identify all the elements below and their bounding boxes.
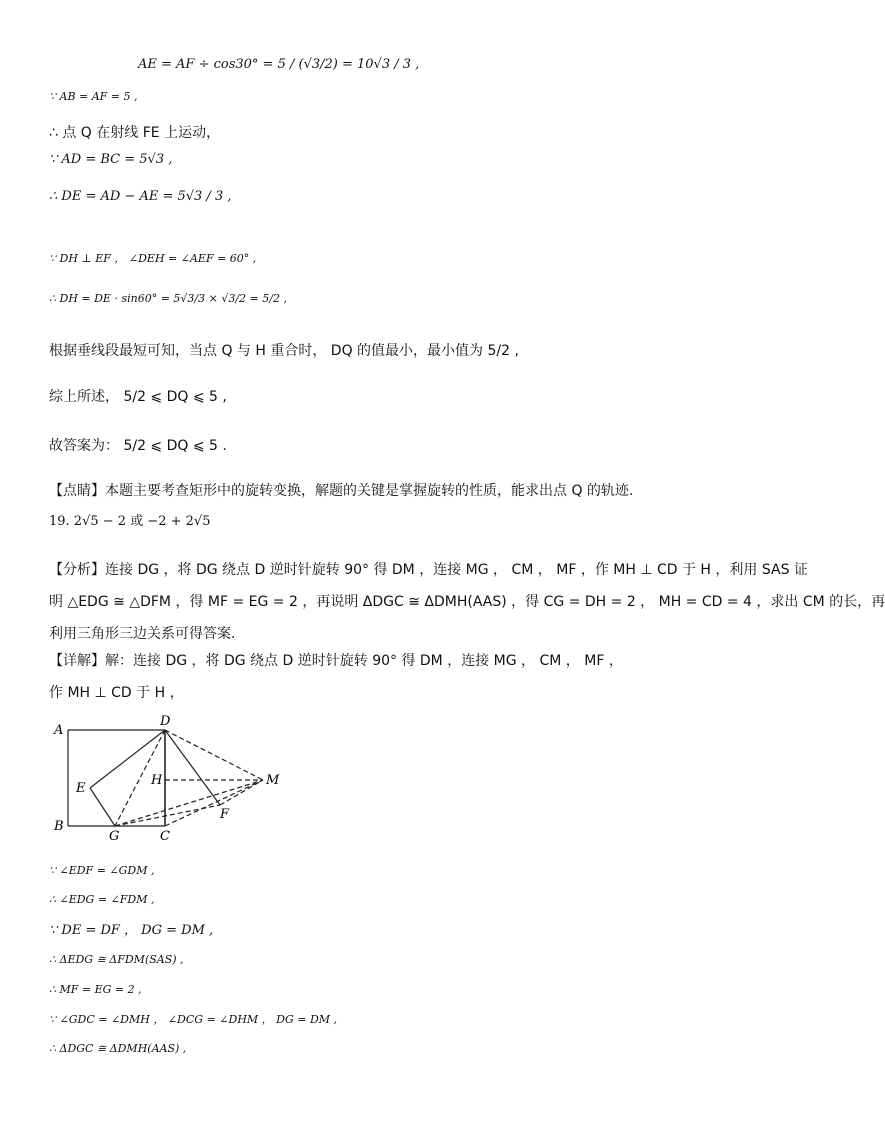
- text-line: ∴ DH = DE · sin60° = 5√3/3 × √3/2 = 5/2 ,: [49, 292, 287, 305]
- line-dianjing: [49, 482, 633, 500]
- text-line: 根据垂线段最短可知，当点 Q 与 H 重合时， DQ 的值最小，最小值为 5/2 ,: [49, 343, 519, 359]
- text-line: 【详解】解：连接 DG ，将 DG 绕点 D 逆时针旋转 90° 得 DM ，连接 MG ， CM ， MF ，: [49, 653, 623, 669]
- line-analysis-1: [49, 561, 808, 579]
- label-h: H: [151, 773, 163, 788]
- segment-dm: [165, 730, 263, 780]
- segment-eg: [90, 788, 115, 826]
- line-q19: [49, 513, 210, 531]
- line-ab-af: [49, 88, 138, 106]
- line-ad-bc: [49, 151, 172, 169]
- line-congruent-sas: [49, 951, 184, 969]
- text-line: AE = AF ÷ cos30° = 5 / (√3/2) = 10√3 / 3 ,: [138, 57, 420, 72]
- text-line: ∵ DE = DF ， DG = DM ,: [49, 923, 214, 938]
- text-line: 故答案为： 5/2 ⩽ DQ ⩽ 5 .: [49, 438, 227, 454]
- line-analysis-2: [49, 593, 885, 611]
- segment-gf: [115, 805, 220, 826]
- text-line: ∵ DH ⊥ EF ， ∠DEH = ∠AEF = 60° ,: [49, 252, 257, 265]
- line-de: [49, 188, 231, 206]
- line-mf-eg: [49, 981, 142, 999]
- label-m: M: [266, 773, 280, 788]
- text-line: ∵ ∠EDF = ∠GDM ,: [49, 864, 155, 877]
- text-line: ∴ DE = AD − AE = 5√3 / 3 ,: [49, 189, 232, 204]
- label-f: F: [220, 807, 230, 822]
- segment-cm: [165, 780, 263, 826]
- line-answer: [49, 437, 227, 455]
- label-a: A: [54, 723, 64, 738]
- formula-ae: [138, 56, 419, 74]
- segment-fm: [220, 780, 263, 805]
- text-line: 明 △EDG ≅ △DFM ，得 MF = EG = 2 ，再说明 ΔDGC ≅ ΔDMH(AAS) ，得 CG = DH = 2 ， MH = CD = 4 ，求出 CM 的长，再: [49, 594, 885, 610]
- line-de-df: [49, 922, 213, 940]
- text-line: ∴ ΔEDG ≅ ΔFDM(SAS) ,: [49, 953, 184, 966]
- segment-gm: [115, 780, 263, 826]
- text-line: ∴ 点 Q 在射线 FE 上运动，: [49, 125, 221, 141]
- text-line: ∴ ∠EDG = ∠FDM ,: [49, 893, 155, 906]
- line-edf-gdm: [49, 862, 154, 880]
- text-line: ∴ ΔDGC ≅ ΔDMH(AAS) ,: [49, 1042, 187, 1055]
- text-line: ∵ AB = AF = 5 ,: [49, 90, 138, 103]
- line-congruent-aas: [49, 1040, 186, 1058]
- text-line: 【分析】连接 DG ，将 DG 绕点 D 逆时针旋转 90° 得 DM ，连接 MG ， CM ， MF ，作 MH ⊥ CD 于 H ，利用 SAS 证: [49, 562, 808, 578]
- text-line: ∴ MF = EG = 2 ,: [49, 983, 142, 996]
- geometry-figure: [48, 712, 288, 842]
- line-q-on-ray: [49, 124, 220, 142]
- label-b: B: [54, 819, 64, 834]
- line-angles: [49, 1011, 337, 1029]
- label-c: C: [160, 829, 170, 844]
- text-line: 作 MH ⊥ CD 于 H ，: [49, 685, 184, 701]
- text-line: 利用三角形三边关系可得答案.: [49, 626, 236, 642]
- line-analysis-3: [49, 625, 235, 643]
- text-line: ∵ AD = BC = 5√3 ,: [49, 152, 173, 167]
- label-e: E: [76, 781, 86, 796]
- text-line: 19. 2√5 − 2 或 −2 + 2√5: [49, 514, 211, 529]
- segment-df: [165, 730, 220, 805]
- line-edg-fdm: [49, 891, 154, 909]
- line-dh-value: [49, 290, 287, 308]
- label-g: G: [109, 829, 120, 844]
- line-detail-1: [49, 652, 623, 670]
- label-d: D: [160, 714, 171, 729]
- line-dh-perp: [49, 250, 256, 268]
- line-conclusion: [49, 388, 227, 406]
- text-line: ∵ ∠GDC = ∠DMH ， ∠DCG = ∠DHM ， DG = DM ,: [49, 1013, 338, 1026]
- text-line: 【点睛】本题主要考查矩形中的旋转变换，解题的关键是掌握旋转的性质，能求出点 Q 的轨迹.: [49, 483, 634, 499]
- text-line: 综上所述， 5/2 ⩽ DQ ⩽ 5 ,: [49, 389, 227, 405]
- line-min-value: [49, 342, 519, 360]
- line-detail-2: [49, 684, 184, 702]
